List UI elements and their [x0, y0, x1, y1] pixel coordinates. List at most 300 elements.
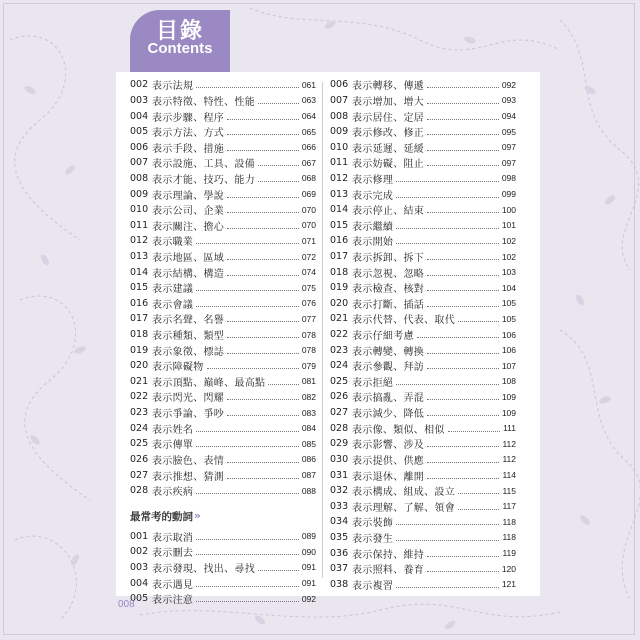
toc-entry[interactable]: [330, 420, 516, 436]
toc-entry-number: 022: [130, 391, 149, 403]
toc-entry-page: 068: [301, 173, 316, 184]
toc-entry[interactable]: [330, 452, 516, 468]
toc-entry[interactable]: [130, 77, 316, 93]
toc-entry-page: 118: [502, 516, 516, 527]
toc-entry-label: 表示結構、構造: [152, 268, 225, 280]
toc-entry-number: 018: [130, 329, 149, 341]
toc-entry-page: 086: [301, 454, 316, 465]
toc-entry[interactable]: [130, 202, 316, 218]
toc-entry-label: 表示拒絕: [352, 377, 394, 389]
toc-entry[interactable]: [330, 577, 516, 593]
toc-entry[interactable]: [130, 171, 316, 187]
toc-entry-number: 011: [330, 157, 349, 169]
toc-entry-page: 120: [501, 563, 516, 574]
toc-entry-label: 表示公司、企業: [152, 206, 225, 218]
toc-entry-page: 071: [301, 235, 316, 246]
toc-entry-number: 003: [130, 561, 149, 573]
dot-leader: [458, 508, 499, 510]
toc-entry-label: 表示妨礙、阻止: [352, 159, 425, 171]
toc-entry[interactable]: [330, 358, 516, 374]
toc-entry-page: 112: [502, 454, 516, 465]
dot-leader: [227, 414, 299, 416]
toc-entry[interactable]: [330, 77, 516, 93]
toc-entry[interactable]: [130, 249, 316, 265]
toc-entry-page: 091: [301, 562, 316, 573]
toc-entry-page: 070: [301, 204, 316, 215]
dot-leader: [258, 164, 299, 166]
toc-entry[interactable]: [330, 264, 516, 280]
toc-entry-page: 092: [301, 593, 316, 604]
toc-entry-number: 031: [330, 469, 349, 481]
dot-leader: [227, 336, 299, 338]
toc-entry-label: 表示建議: [152, 284, 194, 296]
toc-entry-label: 表示轉移、傳遞: [352, 81, 425, 93]
dot-leader: [427, 289, 499, 291]
toc-entry-label: 表示退休、離開: [352, 471, 425, 483]
toc-entry-label: 表示理論、學說: [152, 190, 225, 202]
toc-entry-label: 表示參觀、拜訪: [352, 362, 425, 374]
toc-entry-label: 表示增加、增大: [352, 96, 425, 108]
dot-leader: [227, 398, 299, 400]
toc-entry-page: 097: [501, 157, 516, 168]
dot-leader: [196, 305, 299, 307]
toc-entry-page: 061: [301, 79, 316, 90]
toc-entry[interactable]: [130, 264, 316, 280]
toc-entry-number: 033: [330, 500, 349, 512]
toc-entry-page: 081: [301, 376, 316, 387]
dot-leader: [427, 570, 499, 572]
toc-entry-number: 003: [130, 94, 149, 106]
toc-entry-number: 011: [130, 219, 149, 231]
toc-entry-page: 082: [301, 391, 316, 402]
dot-leader: [207, 367, 299, 369]
toc-entry-page: 092: [501, 79, 516, 90]
dot-leader: [427, 149, 499, 151]
page-subtitle: Contents: [147, 40, 213, 57]
toc-entry[interactable]: [330, 93, 516, 109]
toc-entry-number: 021: [330, 313, 349, 325]
toc-entry-label: 表示才能、技巧、能力: [152, 174, 255, 186]
toc-entry[interactable]: [130, 280, 316, 296]
toc-entry-label: 表示遇見: [152, 579, 194, 591]
section-marker-icon: »: [194, 510, 201, 523]
toc-entry-page: 115: [502, 485, 516, 496]
toc-entry-label: 表示像、類似、相似: [352, 424, 445, 436]
toc-entry-page: 063: [301, 95, 316, 106]
page-title: 目錄: [155, 19, 204, 44]
toc-entry-page: 077: [301, 313, 316, 324]
toc-entry-page: 111: [503, 423, 516, 434]
dot-leader: [196, 430, 299, 432]
toc-entry-number: 014: [130, 266, 149, 278]
dot-leader: [427, 86, 499, 88]
toc-entry[interactable]: [330, 311, 516, 327]
section-heading: [130, 506, 316, 526]
dot-leader: [427, 555, 499, 557]
toc-entry-page: 066: [301, 142, 316, 153]
dot-leader: [458, 320, 499, 322]
toc-entry-label: 表示仔細考慮: [352, 331, 414, 343]
dot-leader: [396, 227, 499, 229]
dot-leader: [196, 445, 299, 447]
dot-leader: [417, 336, 499, 338]
toc-entry-page: 103: [501, 267, 516, 278]
toc-entry-label: 表示保持、維持: [352, 549, 425, 561]
toc-entry-page: 072: [301, 251, 316, 262]
toc-entry-page: 102: [501, 235, 516, 246]
toc-entry-page: 105: [501, 298, 516, 309]
toc-entry[interactable]: [130, 296, 316, 312]
toc-entry-label: 表示象徵、標誌: [152, 346, 225, 358]
toc-entry-number: 007: [130, 157, 149, 169]
toc-entry-page: 078: [301, 345, 316, 356]
toc-entry-number: 024: [330, 360, 349, 372]
toc-entry-page: 094: [501, 111, 516, 122]
toc-entry-label: 表示推想、猜測: [152, 471, 225, 483]
toc-entry-label: 表示開始: [352, 237, 394, 249]
toc-entry-number: 014: [330, 204, 349, 216]
dot-leader: [427, 102, 499, 104]
dot-leader: [427, 164, 499, 166]
toc-entry-number: 012: [330, 172, 349, 184]
toc-entry-label: 表示關注、擔心: [152, 221, 225, 233]
toc-entry-label: 表示拆卸、拆下: [352, 253, 425, 264]
toc-entry-label: 表示影響、涉及: [352, 440, 425, 452]
toc-entry-page: 093: [501, 95, 516, 106]
toc-entry-page: 101: [501, 220, 516, 231]
toc-entry-page: 117: [502, 501, 516, 512]
toc-entry[interactable]: [130, 436, 316, 452]
toc-entry-number: 004: [130, 577, 149, 589]
toc-list-verbs: [130, 528, 316, 606]
toc-entry[interactable]: [130, 389, 316, 405]
toc-entry[interactable]: [330, 374, 516, 390]
dot-leader: [427, 305, 499, 307]
toc-entry[interactable]: [130, 93, 316, 109]
toc-entry-number: 008: [130, 172, 149, 184]
toc-entry[interactable]: [330, 389, 516, 405]
toc-entry-number: 005: [130, 126, 149, 138]
dot-leader: [396, 383, 499, 385]
toc-entry-page: 105: [501, 313, 516, 324]
toc-entry[interactable]: [130, 155, 316, 171]
toc-entry-label: 表示傳單: [152, 440, 194, 452]
toc-entry[interactable]: [130, 483, 316, 499]
toc-entry-number: 018: [330, 266, 349, 278]
toc-entry-page: 085: [301, 438, 316, 449]
toc-entry-page: 112: [502, 438, 516, 449]
toc-entry[interactable]: [330, 233, 516, 249]
dot-leader: [427, 461, 499, 463]
toc-entry[interactable]: [330, 483, 516, 499]
toc-entry-page: 084: [301, 423, 316, 434]
toc-entry-number: 017: [330, 251, 349, 262]
toc-entry-label: 表示延遲、延緩: [352, 143, 425, 155]
dot-leader: [227, 133, 299, 135]
toc-entry-page: 097: [501, 142, 516, 153]
toc-entry[interactable]: [330, 249, 516, 265]
toc-entry-page: 099: [501, 189, 516, 200]
toc-entry-number: 019: [330, 282, 349, 294]
dot-leader: [227, 274, 299, 276]
toc-entry[interactable]: [330, 327, 516, 343]
toc-entry-label: 表示會議: [152, 299, 194, 311]
toc-entry-number: 026: [330, 391, 349, 403]
toc-entry-number: 025: [330, 375, 349, 387]
toc-entry[interactable]: [330, 561, 516, 577]
toc-entry[interactable]: [330, 217, 516, 233]
toc-entry-page: 118: [502, 532, 516, 543]
toc-entry-label: 表示代替、代表、取代: [352, 315, 455, 327]
toc-entry[interactable]: [330, 186, 516, 202]
toc-entry-page: 119: [502, 548, 516, 559]
toc-entry-number: 026: [130, 453, 149, 465]
dot-leader: [396, 586, 499, 588]
toc-entry-page: 100: [501, 204, 516, 215]
toc-entry-label: 表示忽視、忽略: [352, 268, 425, 280]
toc-entry-label: 表示臉色、表情: [152, 455, 225, 467]
toc-entry-label: 表示取消: [152, 532, 194, 544]
toc-entry-page: 079: [301, 360, 316, 371]
toc-entry-number: 020: [130, 360, 149, 372]
dot-leader: [227, 477, 299, 479]
toc-entry-page: 090: [301, 546, 316, 557]
toc-entry-label: 表示種類、類型: [152, 331, 225, 343]
toc-entry-number: 020: [330, 297, 349, 309]
toc-entry-number: 015: [130, 282, 149, 294]
dot-leader: [427, 398, 499, 400]
toc-entry-label: 表示修改、修正: [352, 128, 425, 140]
toc-entry[interactable]: [130, 342, 316, 358]
dot-leader: [427, 414, 499, 416]
toc-entry-number: 029: [330, 438, 349, 450]
toc-entry[interactable]: [330, 514, 516, 530]
dot-leader: [427, 211, 499, 213]
toc-entry-page: 109: [501, 391, 516, 402]
toc-entry[interactable]: [330, 342, 516, 358]
toc-entry-number: 006: [330, 79, 349, 91]
toc-entry-label: 表示構成、組成、設立: [352, 487, 455, 499]
toc-entry-number: 023: [330, 344, 349, 356]
toc-entry-label: 表示搞亂、弄混: [352, 393, 425, 405]
toc-entry[interactable]: [130, 560, 316, 576]
toc-entry[interactable]: [330, 498, 516, 514]
toc-entry[interactable]: [330, 124, 516, 140]
dot-leader: [427, 274, 499, 276]
dot-leader: [227, 211, 299, 213]
toc-entry-page: 083: [301, 407, 316, 418]
toc-entry-page: 076: [301, 298, 316, 309]
dot-leader: [427, 352, 499, 354]
toc-entry-number: 036: [330, 547, 349, 559]
toc-entry-number: 021: [130, 375, 149, 387]
toc-entry-label: 表示法規: [152, 81, 194, 93]
toc-entry-label: 表示複習: [352, 580, 394, 592]
toc-entry-label: 表示注意: [152, 595, 194, 607]
toc-entry[interactable]: [330, 436, 516, 452]
toc-entry-label: 表示方法、方式: [152, 128, 225, 140]
toc-entry-number: 009: [330, 126, 349, 138]
toc-entry-number: 008: [330, 110, 349, 122]
toc-entry-label: 表示步驟、程序: [152, 112, 225, 124]
toc-entry-number: 032: [330, 485, 349, 497]
dot-leader: [396, 242, 499, 244]
toc-entry-page: 102: [501, 251, 516, 262]
toc-entry-label: 表示名聲、名譽: [152, 315, 225, 327]
section-heading-text: 最常考的動詞: [130, 510, 193, 523]
toc-entry-page: 109: [501, 407, 516, 418]
toc-entry-label: 表示頂點、巔峰、最高點: [152, 377, 266, 389]
toc-entry[interactable]: [330, 405, 516, 421]
toc-entry[interactable]: [130, 591, 316, 607]
column-divider: [322, 82, 323, 578]
toc-entry[interactable]: [130, 217, 316, 233]
dot-leader: [227, 196, 299, 198]
toc-entry-number: 016: [130, 297, 149, 309]
dot-leader: [396, 196, 499, 198]
toc-entry[interactable]: [330, 139, 516, 155]
toc-entry-label: 表示障礙物: [152, 362, 204, 374]
toc-entry[interactable]: [330, 545, 516, 561]
toc-entry-number: 028: [330, 422, 349, 434]
dot-leader: [427, 258, 499, 260]
dot-leader: [258, 569, 299, 571]
toc-entry-label: 表示理解、了解、領會: [352, 502, 455, 514]
toc-entry[interactable]: [330, 171, 516, 187]
toc-entry-label: 表示轉變、轉換: [352, 346, 425, 358]
dot-leader: [227, 352, 299, 354]
toc-entry-number: 012: [130, 235, 149, 247]
toc-entry-page: 089: [301, 531, 316, 542]
toc-entry-page: 108: [501, 376, 516, 387]
dot-leader: [227, 258, 299, 260]
toc-entry-label: 表示照料、養育: [352, 565, 425, 577]
toc-entry-label: 表示爭論、爭吵: [152, 409, 225, 421]
dot-leader: [427, 477, 499, 479]
toc-entry[interactable]: [130, 186, 316, 202]
dot-leader: [196, 242, 299, 244]
toc-list-verbs-continued: [330, 77, 516, 592]
dot-leader: [196, 86, 299, 88]
toc-entry-label: 表示發生: [352, 533, 394, 545]
toc-entry[interactable]: [330, 530, 516, 546]
toc-entry-label: 表示閃光、閃耀: [152, 393, 225, 405]
toc-entry-label: 表示裝飾: [352, 518, 394, 530]
dot-leader: [396, 523, 499, 525]
toc-entry-number: 005: [130, 593, 149, 605]
toc-entry-number: 010: [130, 204, 149, 216]
toc-entry-number: 013: [130, 251, 149, 262]
toc-entry[interactable]: [130, 233, 316, 249]
toc-entry-number: 019: [130, 344, 149, 356]
toc-entry-label: 表示設施、工具、設備: [152, 159, 255, 171]
dot-leader: [458, 492, 499, 494]
toc-entry[interactable]: [130, 467, 316, 483]
toc-entry-number: 004: [130, 110, 149, 122]
dot-leader: [258, 102, 299, 104]
dot-leader: [196, 492, 299, 494]
toc-entry-label: 表示停止、結束: [352, 206, 425, 218]
toc-entry-number: 025: [130, 438, 149, 450]
toc-entry[interactable]: [130, 405, 316, 421]
toc-entry[interactable]: [330, 202, 516, 218]
toc-entry[interactable]: [130, 452, 316, 468]
toc-entry-page: 070: [301, 220, 316, 231]
toc-entry-number: 013: [330, 188, 349, 200]
page-number: 008: [118, 599, 135, 610]
toc-entry[interactable]: [330, 280, 516, 296]
toc-entry[interactable]: [130, 139, 316, 155]
toc-entry-number: 038: [330, 578, 349, 590]
toc-entry-label: 表示姓名: [152, 424, 194, 436]
toc-entry-label: 表示疾病: [152, 487, 194, 499]
toc-entry[interactable]: [130, 575, 316, 591]
toc-entry[interactable]: [130, 108, 316, 124]
dot-leader: [196, 600, 299, 602]
toc-column-right: [330, 77, 516, 592]
toc-entry-number: 027: [330, 407, 349, 419]
toc-entry-label: 表示提供、供應: [352, 455, 425, 467]
toc-entry[interactable]: [330, 108, 516, 124]
toc-entry-number: 007: [330, 94, 349, 106]
dot-leader: [396, 539, 499, 541]
dot-leader: [196, 553, 299, 555]
toc-entry-page: 088: [301, 485, 316, 496]
toc-entry[interactable]: [330, 296, 516, 312]
toc-entry-label: 表示繼續: [352, 221, 394, 233]
toc-entry-label: 表示檢查、核對: [352, 284, 425, 296]
toc-entry[interactable]: [130, 358, 316, 374]
dot-leader: [448, 430, 500, 432]
dot-leader: [268, 383, 299, 385]
toc-entry-number: 002: [130, 546, 149, 558]
dot-leader: [227, 227, 299, 229]
toc-entry-page: 095: [501, 126, 516, 137]
dot-leader: [227, 118, 299, 120]
toc-entry[interactable]: [130, 420, 316, 436]
toc-entry-number: 027: [130, 469, 149, 481]
toc-entry-page: 087: [301, 470, 316, 481]
toc-entry-number: 010: [330, 141, 349, 153]
toc-entry[interactable]: [130, 311, 316, 327]
toc-entry-number: 030: [330, 453, 349, 465]
toc-entry[interactable]: [130, 327, 316, 343]
dot-leader: [396, 180, 499, 182]
toc-entry-label: 表示發現、找出、尋找: [152, 563, 255, 575]
toc-entry-number: 034: [330, 516, 349, 528]
toc-entry[interactable]: [330, 155, 516, 171]
toc-entry-label: 表示刪去: [152, 548, 194, 560]
toc-entry-label: 表示職業: [152, 237, 194, 249]
toc-list-nouns: [130, 77, 316, 498]
dot-leader: [427, 133, 499, 135]
dot-leader: [427, 118, 499, 120]
toc-entry-number: 006: [130, 141, 149, 153]
toc-entry-page: 078: [301, 329, 316, 340]
toc-entry-number: 024: [130, 422, 149, 434]
toc-entry-number: 002: [130, 79, 149, 91]
toc-entry[interactable]: [330, 467, 516, 483]
toc-entry[interactable]: [130, 544, 316, 560]
toc-entry-number: 035: [330, 531, 349, 543]
toc-entry-number: 015: [330, 219, 349, 231]
toc-entry-page: 091: [301, 578, 316, 589]
toc-entry-page: 067: [301, 157, 316, 168]
toc-entry[interactable]: [130, 374, 316, 390]
toc-entry[interactable]: [130, 528, 316, 544]
toc-entry-number: 023: [130, 407, 149, 419]
toc-entry[interactable]: [130, 124, 316, 140]
